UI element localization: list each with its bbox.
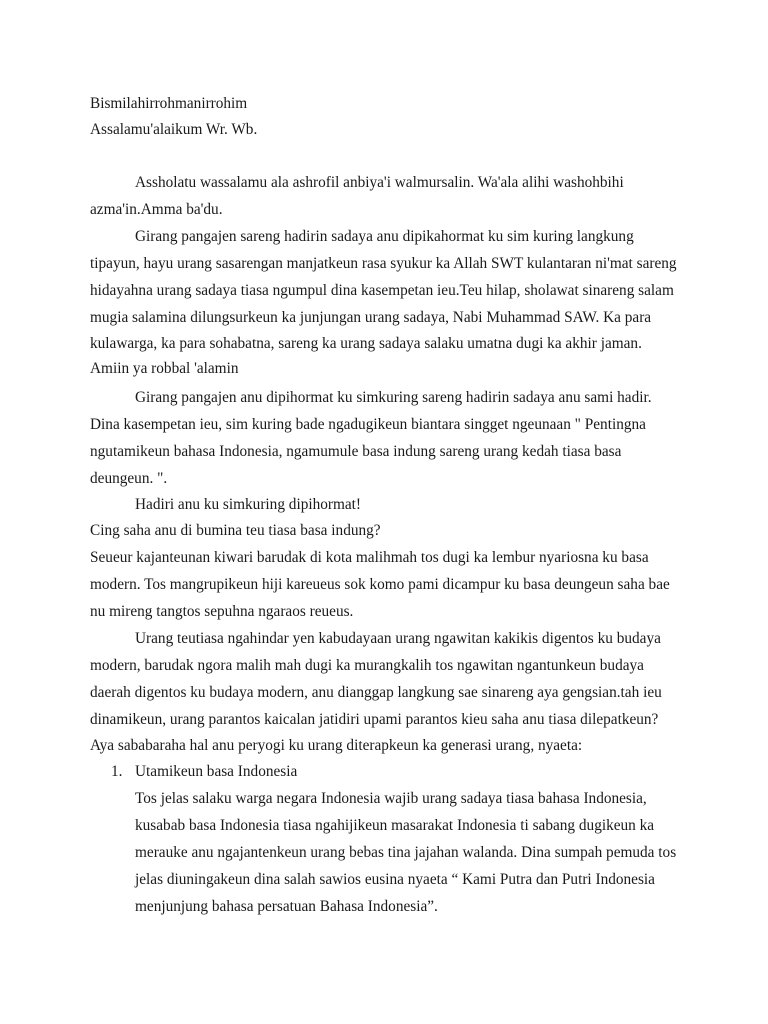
greeting-line: Assalamu'alaikum Wr. Wb. bbox=[90, 121, 258, 138]
paragraph-line: Cing saha anu di bumina teu tiasa basa indung? bbox=[90, 522, 381, 539]
greeting-line: Bismilahirrohmanirrohim bbox=[90, 95, 248, 112]
paragraph-line: modern. Tos mangrupikeun hiji kareueus sok komo pami dicampur ku basa deungeun saha bae bbox=[90, 576, 670, 593]
paragraph-line: nu mireng tangtos sepuhna ngaraos reueus. bbox=[90, 603, 354, 620]
list-body-line: kusabab basa Indonesia tiasa ngahijikeun masarakat Indonesia ti sabang dugikeun ka bbox=[135, 817, 655, 834]
list-body-line: merauke anu ngajantenkeun urang bebas tina jajahan walanda. Dina sumpah pemuda tos bbox=[135, 844, 677, 861]
paragraph-line: Assholatu wassalamu ala ashrofil anbiya'i walmursalin. Wa'ala alihi washohbihi bbox=[135, 174, 624, 191]
paragraph-line: Girang pangajen sareng hadirin sadaya anu dipikahormat ku sim kuring langkung bbox=[135, 228, 634, 245]
paragraph-line: tipayun, hayu urang sasarengan manjatkeun rasa syukur ka Allah SWT kulantaran ni'mat sareng bbox=[90, 255, 677, 272]
paragraph-line: Urang teutiasa ngahindar yen kabudayaan urang ngawitan kakikis digentos ku budaya bbox=[135, 630, 661, 647]
paragraph-line: Hadiri anu ku simkuring dipihormat! bbox=[135, 496, 362, 513]
paragraph-line: daerah digentos ku budaya modern, anu dianggap langkung sae sinareng aya gengsian.tah ieu bbox=[90, 684, 662, 701]
paragraph-line: Seueur kajanteunan kiwari barudak di kota malihmah tos dugi ka lembur nyariosna ku basa bbox=[90, 549, 649, 566]
paragraph-line: modern, barudak ngora malih mah dugi ka murangkalih tos ngawitan ngantunkeun budaya bbox=[90, 657, 644, 674]
paragraph-line: deungeun. ". bbox=[90, 470, 168, 487]
paragraph-line: Girang pangajen anu dipihormat ku simkuring sareng hadirin sadaya anu sami hadir. bbox=[135, 389, 652, 406]
paragraph-line: Aya sababaraha hal anu peryogi ku urang diterapkeun ka generasi urang, nyaeta: bbox=[90, 737, 583, 754]
list-body-line: jelas diuningakeun dina salah sawios eusina nyaeta “ Kami Putra dan Putri Indonesia bbox=[135, 871, 655, 888]
paragraph-line: Amiin ya robbal 'alamin bbox=[90, 360, 239, 377]
paragraph-line: Dina kasempetan ieu, sim kuring bade ngadugikeun biantara singget ngeunaan " Pentingna bbox=[90, 416, 646, 433]
list-number: 1. bbox=[111, 763, 123, 780]
list-body-line: Tos jelas salaku warga negara Indonesia wajib urang sadaya tiasa bahasa Indonesia, bbox=[135, 790, 647, 807]
paragraph-line: kulawarga, ka para sohabatna, sareng ka urang sadaya salaku umatna dugi ka akhir jaman. bbox=[90, 335, 642, 352]
paragraph-line: ngutamikeun bahasa Indonesia, ngamumule basa indung sareng urang kedah tiasa basa bbox=[90, 443, 622, 460]
paragraph-line: mugia salamina dilungsurkeun ka junjungan urang sadaya, Nabi Muhammad SAW. Ka para bbox=[90, 309, 652, 326]
list-body-line: menjunjung bahasa persatuan Bahasa Indonesia”. bbox=[135, 898, 438, 915]
list-heading: Utamikeun basa Indonesia bbox=[135, 763, 298, 780]
paragraph-line: azma'in.Amma ba'du. bbox=[90, 201, 223, 218]
paragraph-line: hidayahna urang sadaya tiasa ngumpul dina kasempetan ieu.Teu hilap, sholawat sinareng salam bbox=[90, 282, 674, 299]
paragraph-line: dinamikeun, urang parantos kaicalan jatidiri upami parantos kieu saha anu tiasa dilepatkeun? bbox=[90, 711, 659, 728]
